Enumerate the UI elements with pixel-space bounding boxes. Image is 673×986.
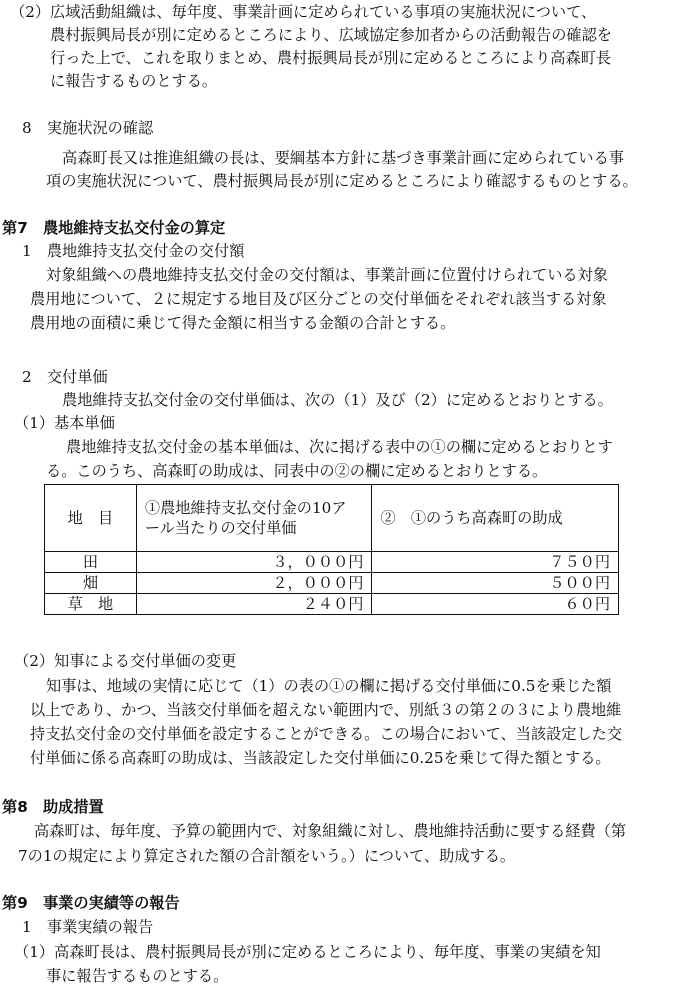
text-line: 行った上で、これを取りまとめ、農村振興局長が別に定めるところにより高森町長 [50,49,612,67]
text-line: 農地維持支払交付金の基本単価は、次に掲げる表中の①の欄に定めるとおりとす [66,438,613,456]
table-header-row [45,485,619,552]
text-line: 2 交付単価 [22,368,108,386]
text-line: 8 実施状況の確認 [22,119,154,137]
text-line: 以上であり、かつ、当該交付単価を超えない範囲内で、別紙３の第２の３により農地維 [30,701,622,719]
land-category: 草 地 [45,594,137,615]
section-heading: 第8 助成措置 [2,798,104,816]
text-line: 項の実施状況について、農村振興局長が別に定めるところにより確認するものとする。 [46,172,638,190]
header-land-category: 地 目 [45,485,137,552]
text-line: 対象組織への農地維持支払交付金の交付額は、事業計画に位置付けられている対象 [46,266,608,284]
text-line: 高森町は、毎年度、予算の範囲内で、対象組織に対し、農地維持活動に要する経費（第 [34,822,627,840]
text-line: 持支払交付金の交付単価を設定することができる。この場合において、当該設定した交 [30,725,623,743]
header-town-subsidy: ② ①のうち高森町の助成 [372,485,619,552]
text-line: 農地維持支払交付金の交付単価は、次の（1）及び（2）に定めるとおりとする。 [62,391,613,409]
text-line: 事に報告するものとする。 [46,967,229,985]
unit-price: ３，０００円 [136,552,372,573]
town-subsidy: ７５０円 [372,552,619,573]
town-subsidy: ５００円 [372,573,619,594]
text-line: 農用地について、２に規定する地目及び区分ごとの交付単価をそれぞれ該当する対象 [30,290,607,308]
text-line: 7の1の規定により算定された額の合計額をいう。）について、助成する。 [18,847,516,865]
land-category: 田 [45,552,137,573]
text-line: 知事は、地域の実情に応じて（1）の表の①の欄に掲げる交付単価に0.5を乗じた額 [46,677,612,695]
unit-price: ２，０００円 [136,573,372,594]
section-heading: 第9 事業の実績等の報告 [2,894,180,912]
table-row [45,552,619,573]
header-unit-price-line2: ール当たりの交付単価 [144,519,297,537]
text-line: 高森町長又は推進組織の長は、要綱基本方針に基づき事業計画に定められている事 [62,149,624,167]
section-heading: 第7 農地維持支払交付金の算定 [2,219,226,237]
text-line: 1 事業実績の報告 [22,918,154,936]
land-category: 畑 [45,573,137,594]
text-line: 1 農地維持支払交付金の交付額 [22,242,245,260]
unit-price-table [44,484,619,615]
text-line: （2）知事による交付単価の変更 [14,652,237,670]
header-unit-price [136,485,372,552]
text-line: 農村振興局長が別に定めるところにより、広域協定参加者からの活動報告の確認を [50,26,612,44]
town-subsidy: ６０円 [372,594,619,615]
text-line: 付単価に係る高森町の助成は、当該設定した交付単価に0.25を乗じて得た額とする。 [30,749,611,767]
text-line: る。このうち、高森町の助成は、同表中の②の欄に定めるとおりとする。 [46,462,548,480]
table-row [45,573,619,594]
unit-price: ２４０円 [136,594,372,615]
text-line: （1）高森町長は、農村振興局長が別に定めるところにより、毎年度、事業の実績を知 [14,943,601,961]
text-line: （2）広域活動組織は、毎年度、事業計画に定められている事項の実施状況について、 [10,3,597,21]
text-line: 農用地の面積に乗じて得た金額に相当する金額の合計とする。 [30,314,456,332]
text-line: （1）基本単価 [14,414,115,432]
table-row [45,594,619,615]
header-unit-price-line1: ①農地維持支払交付金の10ア [144,499,347,517]
text-line: に報告するものとする。 [50,72,218,90]
